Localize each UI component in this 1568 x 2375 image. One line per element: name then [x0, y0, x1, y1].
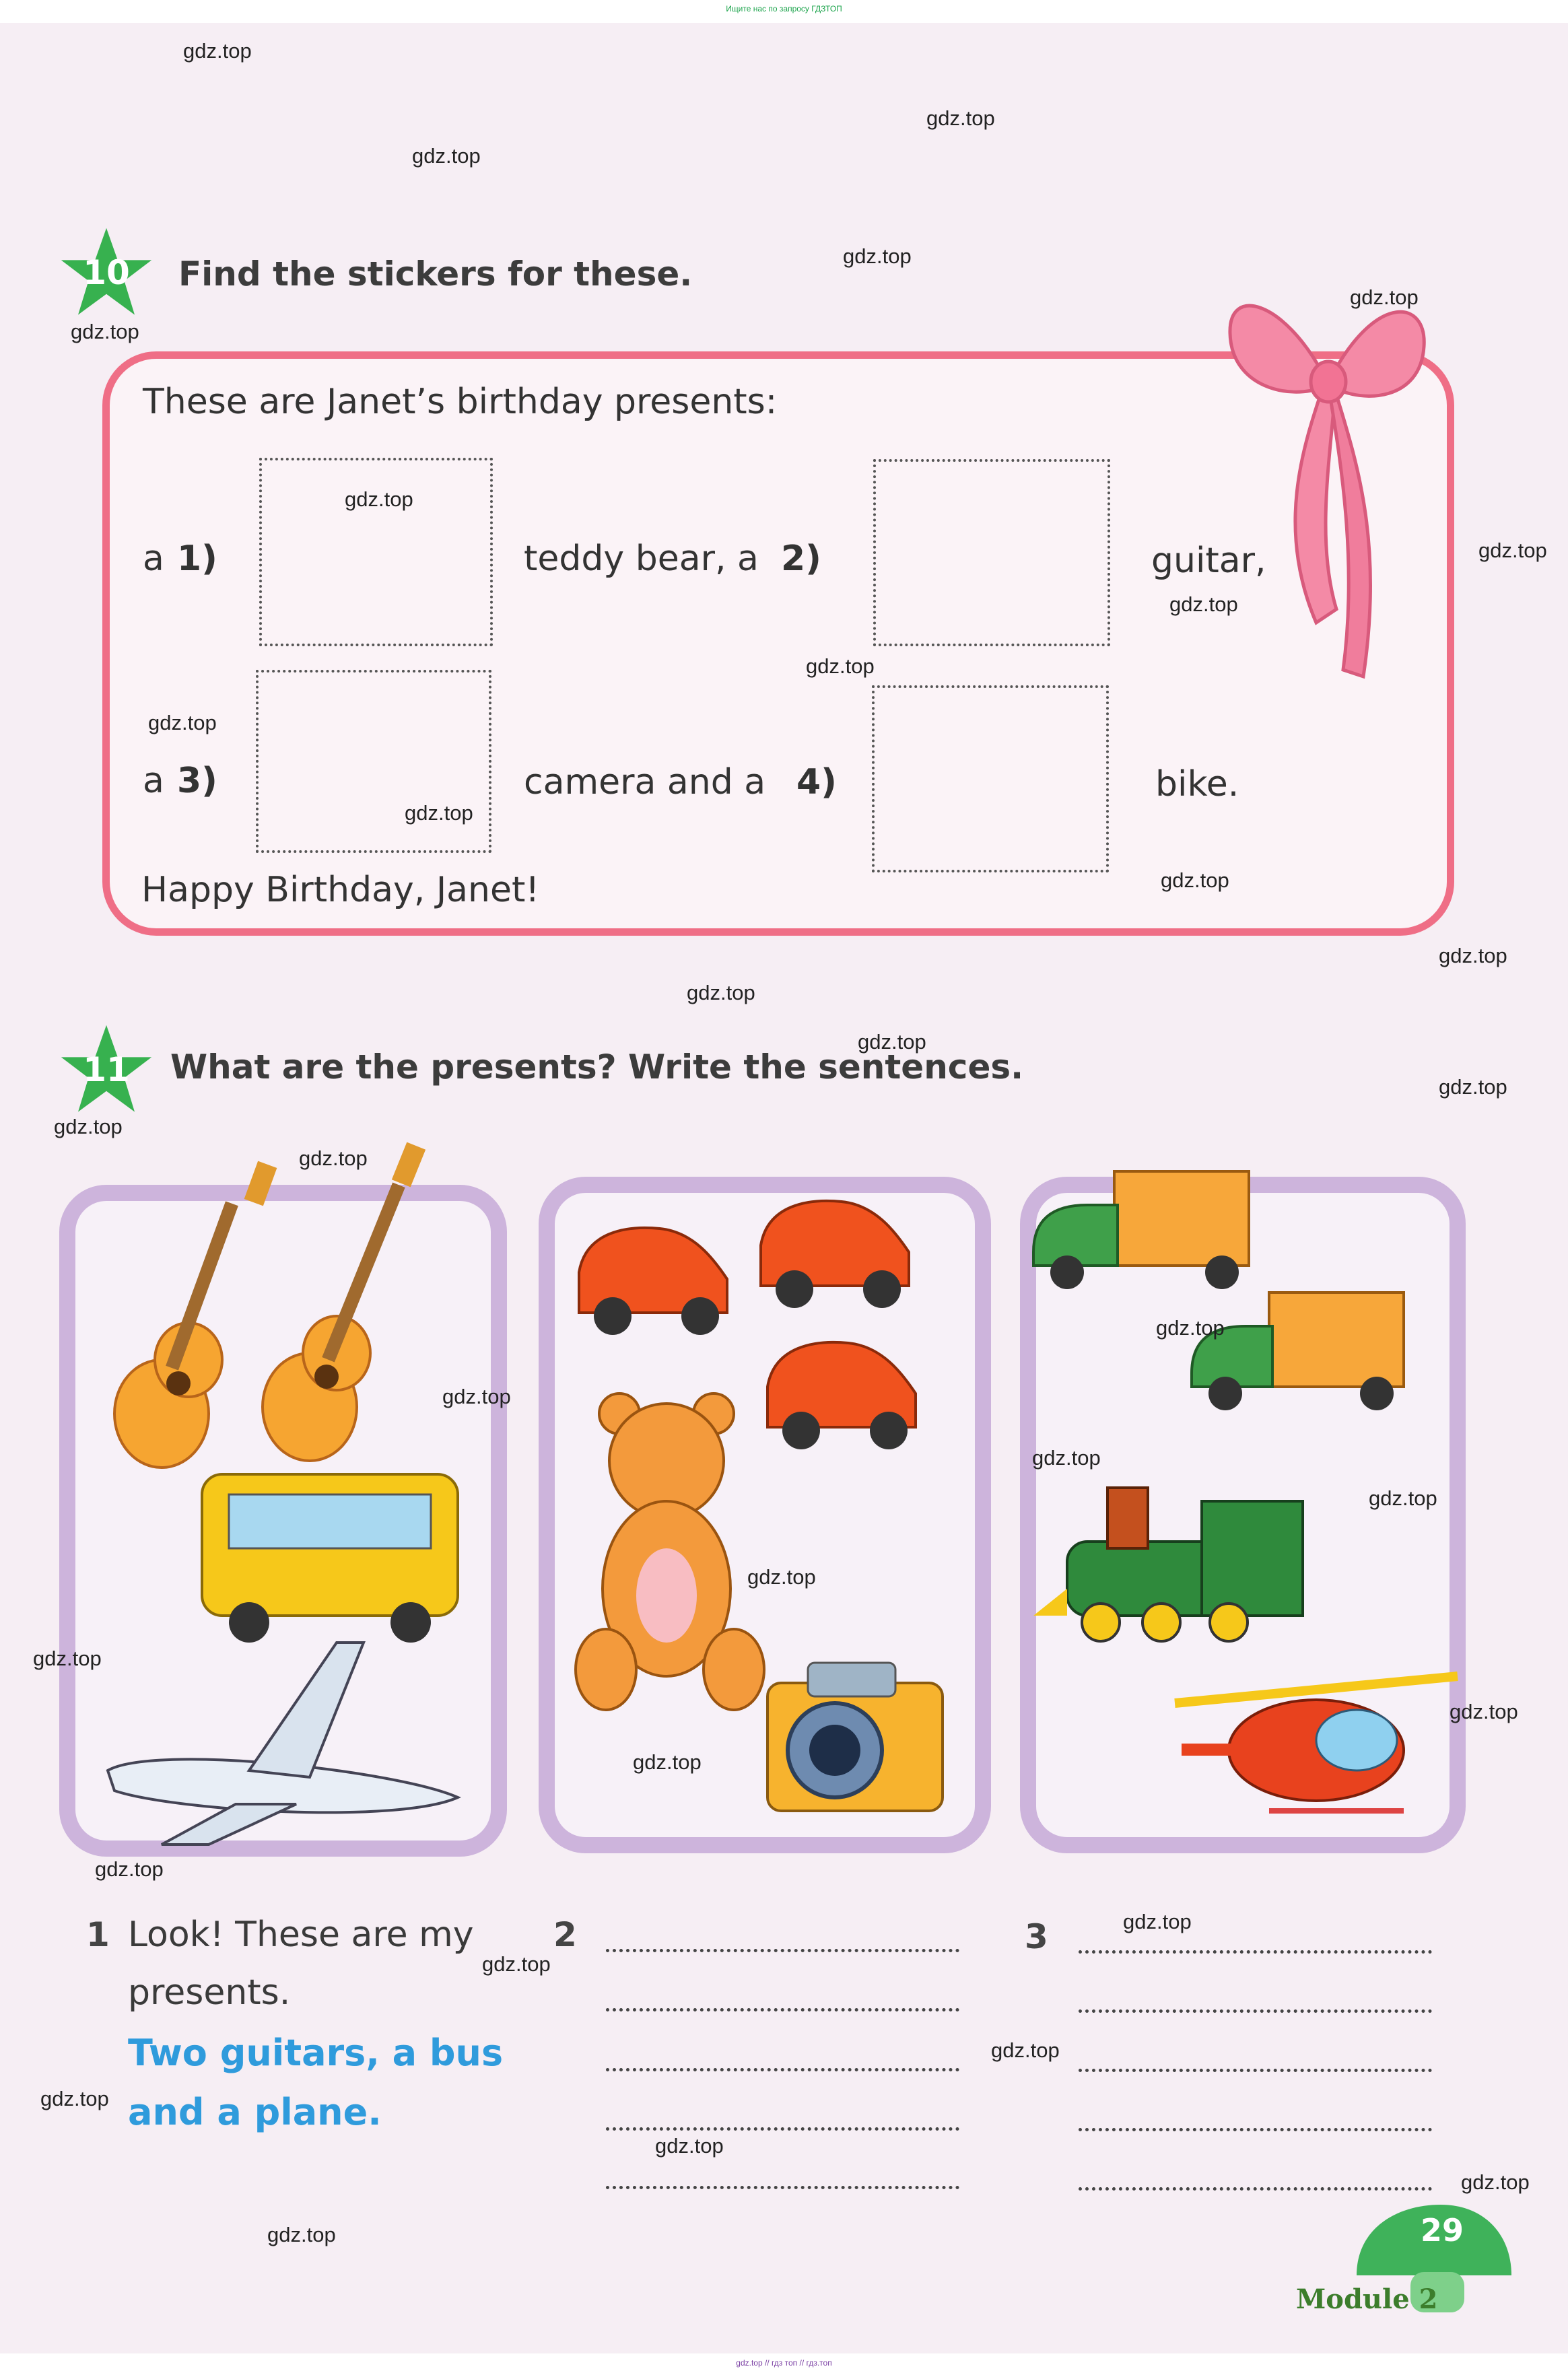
answer-3-writing-line[interactable] [1079, 1950, 1432, 1954]
watermark-text: gdz.top [95, 1857, 164, 1881]
watermark-text: gdz.top [926, 106, 995, 130]
watermark-text: gdz.top [843, 244, 912, 268]
watermark-text: gdz.top [1123, 1910, 1192, 1933]
line1-number-1: 1) [177, 539, 217, 579]
car-icon [761, 1201, 909, 1308]
watermark-text: gdz.top [858, 1030, 926, 1054]
answer-1-blue-line-1: Two guitars, a bus [128, 2032, 504, 2074]
watermark-text: gdz.top [71, 320, 139, 343]
watermark-text: gdz.top [1439, 1075, 1507, 1099]
watermark-text: gdz.top [40, 2087, 109, 2110]
bottom-banner-text: gdz.top // гдз топ // гдз.топ [736, 2358, 832, 2368]
watermark-text: gdz.top [1439, 944, 1507, 967]
watermark-text: gdz.top [687, 981, 755, 1004]
watermark-text: gdz.top [345, 487, 413, 511]
watermark-text: gdz.top [1450, 1700, 1518, 1723]
answer-1-line-1: Look! These are my [128, 1915, 474, 1955]
watermark-text: gdz.top [442, 1385, 511, 1408]
watermark-text: gdz.top [183, 39, 252, 63]
answer-1-number: 1 [86, 1915, 110, 1954]
teddy-bear-icon [576, 1393, 764, 1710]
watermark-text: gdz.top [412, 144, 481, 168]
line1-number-2: 2) [781, 539, 821, 579]
watermark-text: gdz.top [1369, 1486, 1437, 1510]
watermark-text: gdz.top [1478, 539, 1547, 562]
guitar-icon [114, 1161, 277, 1468]
answer-3-number: 3 [1025, 1917, 1048, 1956]
guitar-icon [263, 1142, 425, 1461]
train-icon [1033, 1488, 1303, 1641]
exercise-10-heading: Find the stickers for these. [178, 254, 693, 294]
watermark-text: gdz.top [806, 654, 875, 678]
answer-2-writing-line[interactable] [606, 2127, 959, 2131]
exercise-10-number: 10 [83, 253, 130, 292]
card-closing: Happy Birthday, Janet! [141, 870, 540, 910]
watermark-text: gdz.top [33, 1647, 102, 1670]
watermark-text: gdz.top [633, 1750, 702, 1774]
top-banner-text: Ищите нас по запросу ГДЗТОП [726, 4, 842, 13]
pink-bow-icon [1222, 273, 1431, 703]
module-label: Module 2 [1296, 2283, 1438, 2315]
watermark-text: gdz.top [299, 1146, 368, 1170]
watermark-text: gdz.top [267, 2223, 336, 2246]
car-icon [768, 1342, 916, 1449]
lorry-icon [1192, 1293, 1404, 1410]
line2-number-4: 4) [796, 762, 837, 802]
watermark-text: gdz.top [405, 801, 473, 825]
panel-1-illustration [94, 1111, 471, 1851]
plane-icon [108, 1643, 458, 1845]
watermark-text: gdz.top [148, 711, 217, 734]
watermark-text: gdz.top [1169, 592, 1238, 616]
line1-middle: teddy bear, a [524, 539, 759, 579]
answer-2-writing-line[interactable] [606, 2186, 959, 2189]
line2-end: bike. [1155, 764, 1239, 804]
answer-3-writing-line[interactable] [1079, 2128, 1432, 2131]
page-number: 29 [1421, 2212, 1464, 2248]
watermark-text: gdz.top [482, 1952, 551, 1976]
camera-icon [768, 1663, 943, 1811]
answer-1-blue-line-2: and a plane. [128, 2091, 382, 2133]
answer-3-writing-line[interactable] [1079, 2009, 1432, 2013]
watermark-text: gdz.top [1156, 1316, 1225, 1340]
watermark-text: gdz.top [1161, 868, 1229, 892]
answer-3-writing-line[interactable] [1079, 2187, 1432, 2191]
watermark-text: gdz.top [655, 2134, 724, 2158]
line2-middle: camera and a [524, 762, 766, 802]
answer-2-number: 2 [553, 1915, 577, 1954]
watermark-text: gdz.top [1461, 2170, 1530, 2194]
bus-icon [202, 1474, 458, 1643]
watermark-text: gdz.top [991, 2038, 1060, 2062]
lorry-icon [1033, 1171, 1249, 1289]
watermark-text: gdz.top [747, 1565, 816, 1589]
helicopter-icon [1175, 1676, 1458, 1811]
exercise-11-number: 11 [83, 1050, 130, 1089]
line2-a: a [143, 761, 164, 801]
answer-2-writing-line[interactable] [606, 1949, 959, 1952]
answer-3-writing-line[interactable] [1079, 2069, 1432, 2072]
card-intro: These are Janet’s birthday presents: [143, 382, 778, 422]
answer-2-writing-line[interactable] [606, 2068, 959, 2071]
watermark-text: gdz.top [54, 1115, 123, 1138]
panel-2-illustration [566, 1198, 969, 1831]
sticker-slot-4[interactable] [872, 685, 1109, 872]
line2-number-3: 3) [177, 761, 217, 801]
sticker-slot-3[interactable] [256, 670, 491, 853]
line1-a: a [143, 539, 164, 579]
line1-end: guitar, [1151, 541, 1266, 581]
watermark-text: gdz.top [1032, 1446, 1101, 1470]
sticker-slot-1[interactable] [259, 458, 493, 646]
car-icon [579, 1228, 727, 1335]
watermark-text: gdz.top [1350, 285, 1419, 309]
exercise-11-heading: What are the presents? Write the sentences. [170, 1047, 1024, 1087]
answer-1-line-2: presents. [128, 1972, 291, 2013]
answer-2-writing-line[interactable] [606, 2008, 959, 2011]
sticker-slot-2[interactable] [873, 459, 1110, 646]
